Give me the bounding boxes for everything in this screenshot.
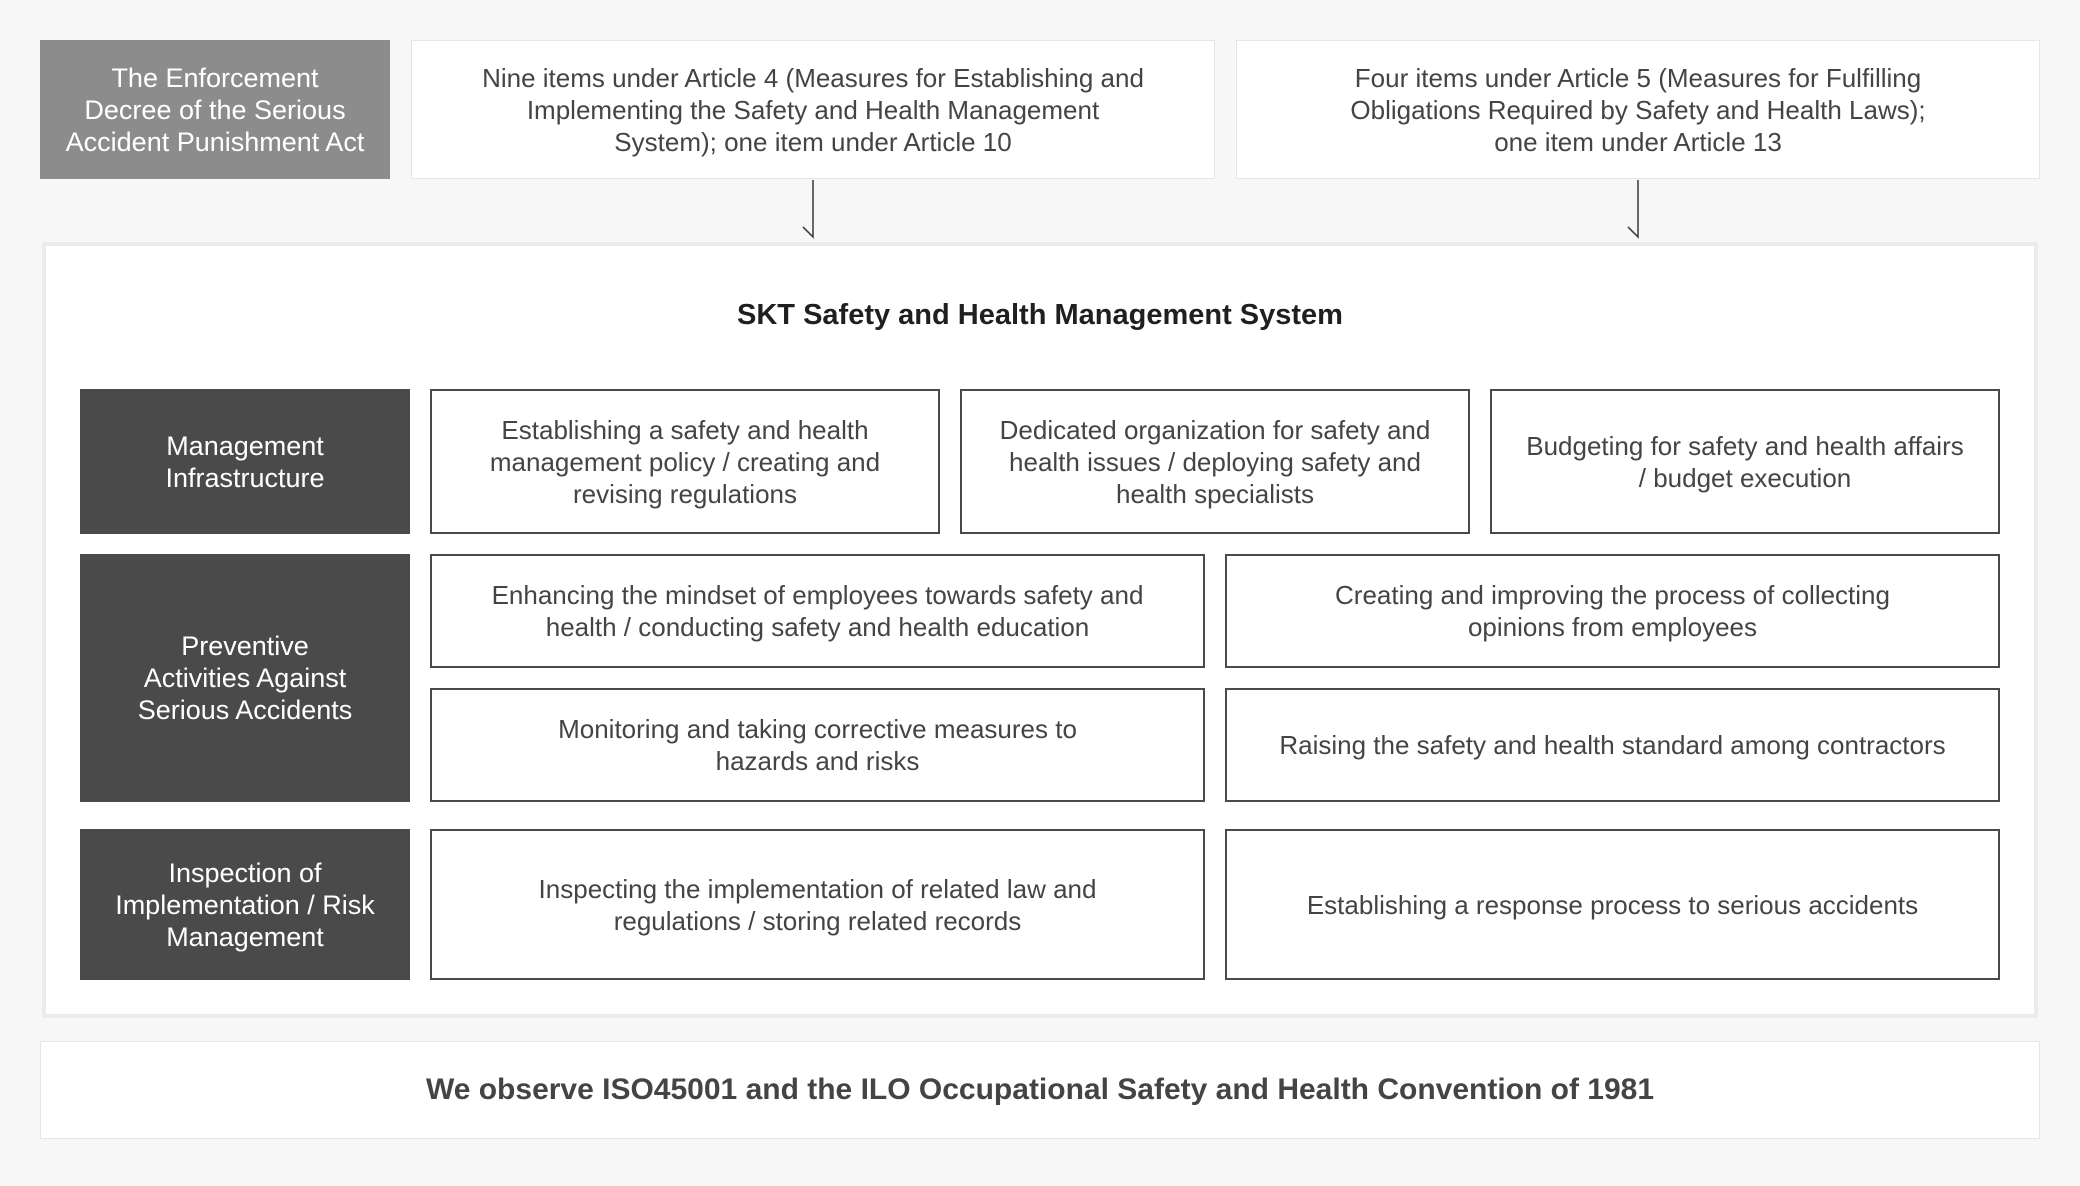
article4-box (411, 40, 1215, 179)
article4-text: Nine items under Article 4 (Measures for Establishing and Implementing the Safety and Health Management System); one item under Article 10 (482, 62, 1144, 157)
item-text: Monitoring and taking corrective measures to hazards and risks (558, 714, 1077, 776)
decree-label-text: The Enforcement Decree of the Serious Accident Punishment Act (65, 62, 365, 157)
category-label: Preventive Activities Against Serious Accidents (137, 631, 353, 725)
item-monitoring-hazards (430, 688, 1205, 802)
item-contractors-standard (1225, 688, 2000, 802)
item-dedicated-organization (960, 389, 1470, 534)
item-employee-mindset (430, 554, 1205, 668)
item-text: Creating and improving the process of collecting opinions from employees (1335, 580, 1890, 642)
item-text: Enhancing the mindset of employees towards safety and health / conducting safety and health education (491, 580, 1144, 642)
footer-statement (40, 1041, 2040, 1139)
item-response-process (1225, 829, 2000, 980)
item-text: Establishing a safety and health management policy / creating and revising regulations (489, 414, 881, 509)
system-title: SKT Safety and Health Management System (737, 298, 1343, 331)
category-management-infrastructure (80, 389, 410, 534)
item-text: Dedicated organization for safety and health issues / deploying safety and health specialists (999, 414, 1431, 509)
item-text: Inspecting the implementation of related law and regulations / storing related records (538, 873, 1097, 936)
category-label: Inspection of Implementation / Risk Management (115, 857, 375, 952)
category-label: Management Infrastructure (165, 430, 325, 493)
article5-text: Four items under Article 5 (Measures for Fulfilling Obligations Required by Safety and Health Laws); one item under Article 13 (1350, 62, 1926, 157)
item-collecting-opinions (1225, 554, 2000, 668)
item-inspecting-implementation (430, 829, 1205, 980)
category-preventive-activities (80, 554, 410, 802)
item-budgeting (1490, 389, 2000, 534)
decree-label (40, 40, 390, 179)
item-text: Budgeting for safety and health affairs / budget execution (1526, 430, 1964, 493)
item-safety-policy (430, 389, 940, 534)
article5-box (1236, 40, 2040, 179)
footer-text: We observe ISO45001 and the ILO Occupational Safety and Health Convention of 1981 (425, 1073, 1655, 1106)
item-text: Establishing a response process to serious accidents (1306, 889, 1919, 920)
item-text: Raising the safety and health standard among contractors (1279, 730, 1946, 760)
arrow-down-icon (1627, 179, 1647, 239)
category-inspection-risk-management (80, 829, 410, 980)
arrow-down-icon (802, 179, 822, 239)
